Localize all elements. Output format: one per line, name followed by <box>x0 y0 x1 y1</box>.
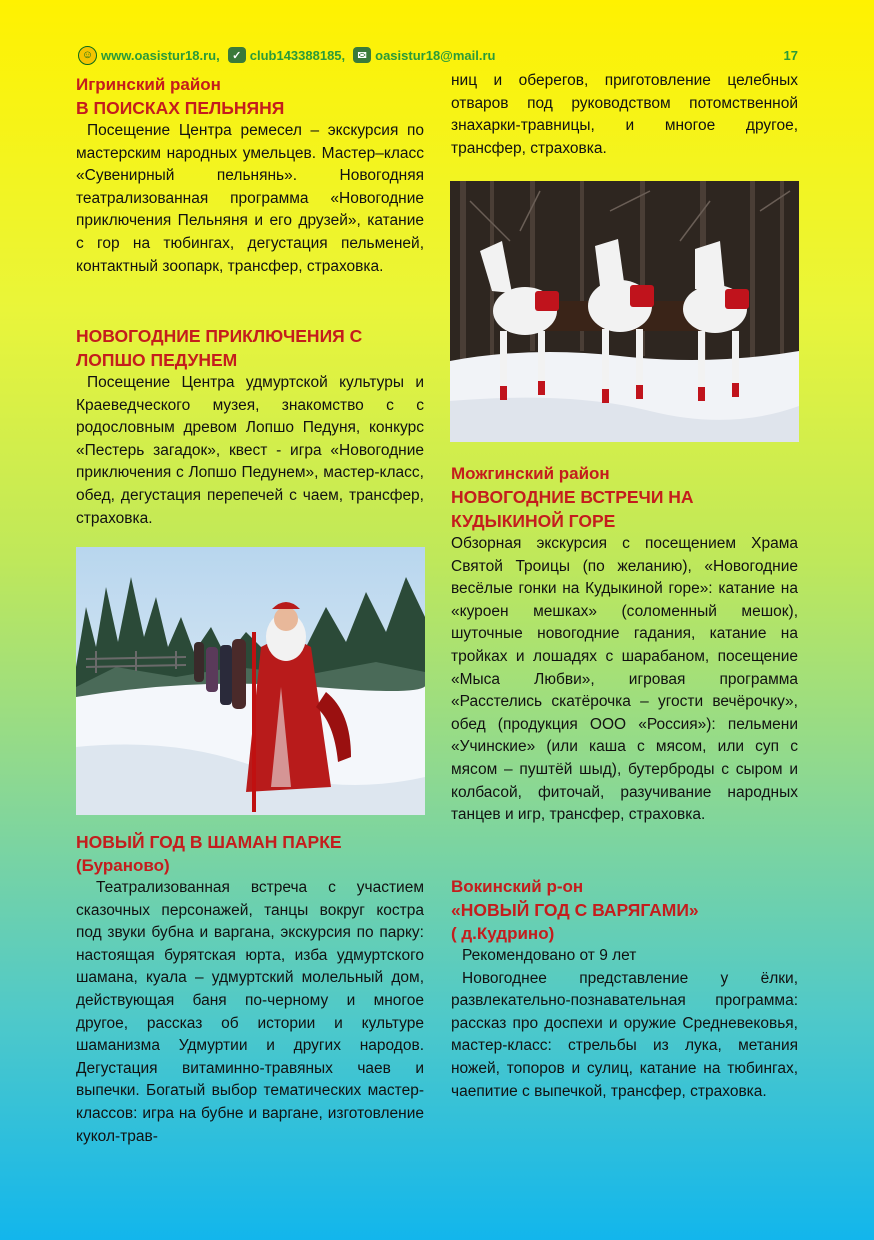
title-v-poiskah: В ПОИСКАХ ПЕЛЬНЯНЯ <box>76 98 285 118</box>
text-lopsho: Посещение Центра удмуртской культуры и Краеведческого музея, знакомство с с родословным древом Лопшо Педуня, конкурс «Пестерь загадок», квест - игра «Новогодние приключения с Лопшо Педунем», мастер-класс, обед, дегустация перепечей с чаем, трансфер, страховка. <box>76 374 424 527</box>
section-continuation <box>451 70 798 160</box>
text-shaman-park: Театрализованная встреча с участием сказочных персонажей, танцы вокруг костра под звуки бубна и варгана, экскурсия по парку: настоящая бурятская юрта, изба удмуртского шамана, куала – удмуртский молельный дом, действующая баня по-черному и многое другое, рассказ об истории и культуре шаманизма Удмуртии и других народов. Дегустация витаминно-травяных чаев и выпечки. Богатый выбор тематических мастер-классов: игра на бубне и варгане, изготовление кукол-трав- <box>76 879 424 1145</box>
text-continuation: ниц и оберегов, приготовление целебных отваров под руководством потомственной знахарки-травницы, и многое другое, трансфер, страховка. <box>451 72 798 157</box>
photo-ded-moroz <box>76 547 425 815</box>
page-number: 17 <box>783 47 798 63</box>
photo-troika-horses <box>450 181 799 442</box>
section-shaman-park <box>76 830 424 1148</box>
region-mozhga: Можгинский район <box>451 464 610 483</box>
section-lopsho-pedun <box>76 324 424 530</box>
section-v-poiskah-pelnyanya <box>76 73 424 278</box>
vk-link[interactable] <box>228 47 345 63</box>
header-contacts <box>78 44 798 66</box>
age-recommendation: Рекомендовано от 9 лет <box>462 947 637 964</box>
title-lopsho-line2: ЛОПШО ПЕДУНЕМ <box>76 350 238 370</box>
text-v-poiskah: Посещение Центра ремесел – экскурсия по мастерским народных умельцев. Мастер–класс «Сувенирный пельнянь». Новогодняя театрализованная программа «Новогодние приключения Пельняня и его друзей», катание с гор на тюбингах, дегустация пельменей, контактный зоопарк, трансфер, страховка. <box>76 122 424 275</box>
mail-icon: ✉ <box>353 47 371 63</box>
region-igra: Игринский район <box>76 75 221 94</box>
vk-text: club143388185, <box>249 47 346 63</box>
text-varyagi: Новогоднее представление у ёлки, развлекательно-познавательная программа: рассказ про доспехи и оружие Средневековья, мастер-класс: стрельбы из лука, метания ножей, топоров и сулиц, катание на тюбингах, чаепитие с выпечкой, трансфер, страховка. <box>451 969 798 1100</box>
region-votkinsk: Вокинский р-он <box>451 877 584 896</box>
subtitle-kudrino: ( д.Кудрино) <box>451 924 555 943</box>
email-text: oasistur18@mail.ru <box>375 47 496 63</box>
title-varyagi: «НОВЫЙ ГОД С ВАРЯГАМИ» <box>451 900 699 920</box>
title-kudykina-line1: НОВОГОДНИЕ ВСТРЕЧИ НА <box>451 487 694 507</box>
title-kudykina-line2: КУДЫКИНОЙ ГОРЕ <box>451 511 616 531</box>
text-kudykina: Обзорная экскурсия с посещением Храма Святой Троицы (по желанию), «Новогодние весёлые гонки на Кудыкиной горе»: катание на «куроен мешках» (соломенный мешок), шуточные новогодние гадания, катание на тройках и лошадях с шарабаном, посещение «Мыса Любви», игровая программа «Расстелись скатёрочка – угости вечёрочку», обед (продукция ООО «Россия»): пельмени «Учинские» (или каша с мясом, или суп с мясом – пуштёй шыд), бутерброды с сыром и колбасой, фиточай, разучивание народных танцев и игр, трансфер, страховка. <box>451 535 798 824</box>
website-text: www.oasistur18.ru, <box>101 47 220 63</box>
subtitle-buranovo: (Бураново) <box>76 856 170 875</box>
website-link[interactable] <box>78 46 220 65</box>
section-kudykina-gora <box>451 462 798 827</box>
vk-icon: ✓ <box>228 47 246 63</box>
globe-icon: ☺ <box>78 46 97 65</box>
title-lopsho-line1: НОВОГОДНИЕ ПРИКЛЮЧЕНИЯ С <box>76 326 363 346</box>
email-link[interactable] <box>353 47 495 63</box>
title-shaman-park: НОВЫЙ ГОД В ШАМАН ПАРКЕ <box>76 832 342 852</box>
section-varyagi <box>451 875 798 1103</box>
